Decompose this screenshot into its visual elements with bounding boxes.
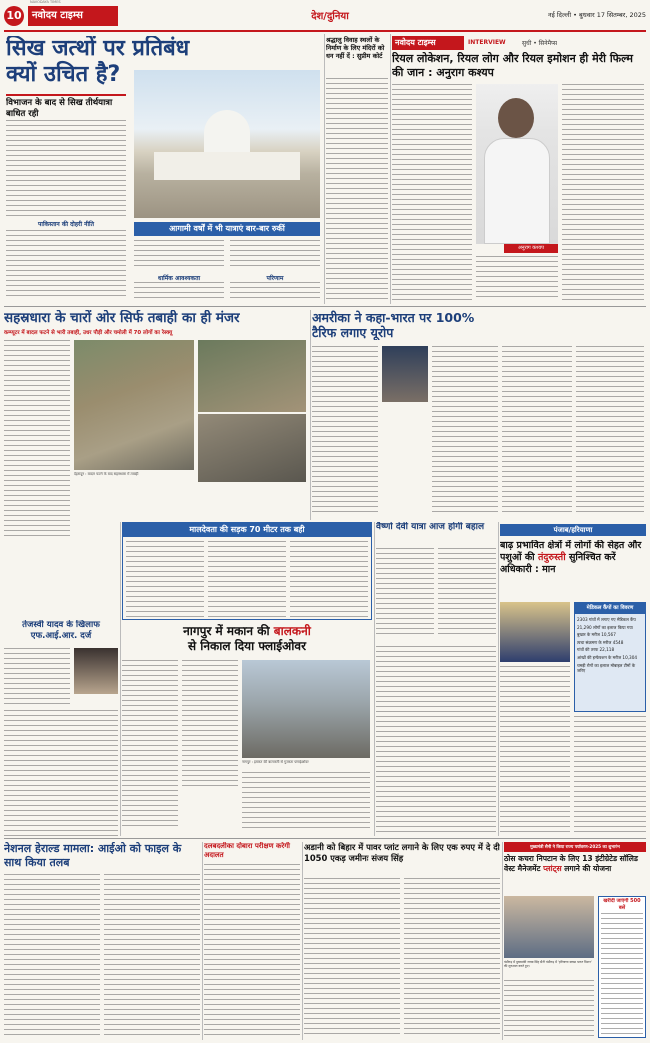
maldeveta-headline: मालदेवता की सड़क 70 मीटर तक बही — [123, 523, 371, 537]
haryana-photo-caption: चंडीगढ़ में मुख्यमंत्री नायब सिंह सैनी चंडीगढ़ में 'हरियाणा स्वच्छ भारत मिशन' की शुरुआत करते हुए। — [504, 960, 592, 968]
tejashwi-photo — [74, 648, 118, 694]
vaishno-body-col1 — [376, 548, 434, 638]
punjab-box-list — [577, 617, 643, 674]
nagpur-body-col1 — [122, 660, 178, 830]
haryana-sidebar-title: खरीदी जाएंगी 500 बसें — [603, 898, 641, 911]
vaishno-headline: वैष्णो देवी यात्रा आज होगी बहाल — [376, 522, 485, 532]
nagpur-body-col2 — [182, 660, 238, 790]
tejashwi-body-a — [4, 648, 70, 708]
interview-body-col2 — [476, 256, 558, 300]
side-top-headline: श्रद्धालु विवाह स्थलों के निर्माण के लिए मंदिरों को धन नहीं दें : सुप्रीम कोर्ट — [326, 36, 385, 60]
punjab-headline-part2: सुनिश्चित करें अधिकारी : मान — [500, 552, 616, 575]
punjab-box-item: आंखों की इन्फेक्शन के मरीज 10,304 — [577, 654, 638, 660]
punjab-box-item: 2303 गांवों में लगाए गए मेडिकल कैंप — [577, 617, 636, 622]
sahastradhara-story — [4, 310, 308, 540]
punjab-box — [574, 602, 646, 712]
interview-story — [392, 34, 646, 304]
vaishno-body-col2 — [438, 548, 496, 638]
sahastradhara-photo3 — [198, 414, 306, 482]
punjab-box-title: मेडिकल कैंपों का विवरण — [575, 603, 645, 614]
america-body-col2 — [432, 346, 498, 516]
interview-headline: रियल लोकेशन, रियल लोग और रियल इमोशन ही मेरी फिल्म की जान : अनुराग कश्यप — [392, 52, 633, 79]
punjab-headline-part1: बाढ़ प्रभावित क्षेत्रों में लोगों की सेहत और पशुओं की — [500, 540, 642, 563]
sahastradhara-body-col1 — [4, 340, 70, 536]
column-rule — [498, 522, 499, 836]
punjab-body-2 — [574, 716, 646, 832]
lead-story — [4, 34, 322, 304]
vaishno-continued — [376, 646, 496, 832]
tejashwi-body-b — [4, 710, 118, 836]
lead-sub-right: परिणाम — [266, 275, 284, 282]
nagpur-headline-highlight: बालकनी — [273, 624, 311, 638]
punjab-photo — [500, 602, 570, 662]
side-top-story — [326, 34, 388, 304]
nagpur-headline-part1: नागपुर में मकान की — [183, 624, 270, 638]
haryana-sidebar — [598, 896, 646, 1038]
sahastradhara-caption: देहरादून : बादल फटने के बाद सहस्रधारा में तबाही — [74, 472, 139, 476]
delhi-court-body — [204, 864, 300, 1038]
maldeveta-body-col2 — [208, 541, 286, 617]
lead-photo — [134, 70, 320, 218]
column-rule — [324, 34, 325, 304]
punjab-box-item: गांवों की तरफ 22,118 — [577, 647, 615, 653]
herald-body-col1 — [4, 874, 100, 1038]
america-headline: अमरीका ने कहा-भारत पर 100% टैरिफ लगाए यूरोप — [312, 310, 475, 340]
punjab-headline-highlight: तंदुरुस्ती — [537, 552, 566, 563]
interview-tag: INTERVIEW — [468, 39, 506, 46]
tejashwi-headline: तेजस्वी यादव के खिलाफ एफ.आई.आर. दर्ज — [22, 620, 100, 641]
haryana-body — [504, 980, 594, 1038]
nagpur-caption: नागपुर : इमारत की बालकनी से गुजरता फ्लाईओवर — [242, 760, 309, 764]
interview-body-col1 — [392, 84, 472, 300]
portrait-body — [484, 138, 550, 244]
vaishno-story — [376, 522, 498, 642]
sahastradhara-photo2 — [198, 340, 306, 412]
sahastradhara-photo — [74, 340, 194, 470]
adani-story — [304, 842, 500, 1040]
gurdwara-building — [154, 152, 300, 180]
interview-caption: अनुराग कश्यप — [504, 244, 558, 253]
interview-brand: नवोदय टाइम्स — [392, 36, 464, 50]
maldeveta-story — [122, 522, 372, 620]
nagpur-photo — [242, 660, 370, 758]
column-rule — [374, 522, 375, 836]
adani-headline: अडानी को बिहार में पावर प्लांट लगाने के लिए एक रुपए में दे दी 1050 एकड़ जमीनः संजय सिंह — [304, 842, 500, 863]
adani-body-col1 — [304, 878, 400, 1038]
lead-sub-mid: धार्मिक आवश्यकता — [157, 275, 201, 282]
column-rule — [390, 34, 391, 304]
column-rule — [502, 842, 503, 1040]
punjab-box-item: त्वचा संक्रमण के मरीज 4548 — [577, 639, 624, 645]
punjab-box-item: चमड़ी रोगों का इलाज मोबाइल टीमों के जरिए — [577, 662, 636, 674]
nagpur-story — [122, 624, 372, 834]
lead-body-col3 — [230, 240, 320, 270]
lead-body-col2 — [134, 240, 224, 270]
maldeveta-body-col3 — [290, 541, 368, 617]
america-story — [312, 310, 646, 520]
nagpur-body-col3 — [242, 772, 370, 830]
interview-photo — [476, 84, 558, 244]
maldeveta-body-col1 — [126, 541, 204, 617]
portrait-head — [498, 98, 534, 138]
lead-kicker: विभाजन के बाद से सिख तीर्थयात्रा बाधित रही — [6, 94, 126, 120]
herald-headline: नेशनल हेराल्ड मामला: आईओ को फाइल के साथ किया तलब — [4, 842, 182, 869]
paper-name: नवोदय टाइम्स — [28, 6, 118, 26]
delhi-court-headline: दलबदलीका दोबारा परीक्षण करेगी अदालत — [204, 842, 290, 859]
delhi-court-story — [204, 842, 300, 1040]
interview-byline: सुधी • सिनेमैप्स — [522, 40, 558, 47]
punjab-headline — [500, 540, 646, 576]
haryana-story — [504, 842, 646, 1040]
herald-body-col2 — [104, 874, 200, 1038]
row3-divider — [4, 838, 646, 839]
section-label: देश/दुनिया — [311, 11, 349, 22]
haryana-headline-highlight: प्लांट्स — [543, 863, 562, 873]
column-rule — [310, 310, 311, 520]
america-body-col3 — [502, 346, 572, 516]
column-rule — [302, 842, 303, 1040]
herald-story — [4, 842, 200, 1040]
tejashwi-story — [4, 620, 118, 840]
nagpur-headline — [122, 624, 372, 654]
lead-body-left-bottom — [6, 230, 126, 296]
page-number-badge: 10 — [4, 6, 24, 26]
punjab-box-item: 21,290 लोगों का इलाज किया गया — [577, 624, 633, 630]
haryana-headline — [504, 854, 646, 873]
lead-body-mid-bottom — [134, 282, 224, 300]
row1-divider — [4, 306, 646, 307]
haryana-sidebar-body — [601, 913, 643, 1035]
lead-banner: आगामी वर्षों में भी यात्राएं बार-बार रुकीं — [134, 222, 320, 236]
column-rule — [120, 522, 121, 836]
punjab-region-label: पंजाब/हरियाणा — [500, 524, 646, 536]
haryana-headline-part2: लगाने की योजना — [564, 863, 612, 873]
haryana-headline-part1: ठोस कचरा निपटान के लिए 13 इंटीग्रेटेड सॉलिड वेस्ट मैनेजमेंट — [504, 854, 638, 873]
haryana-photo — [504, 896, 594, 958]
america-photo — [382, 346, 428, 402]
america-body-col4 — [576, 346, 644, 516]
masthead-rule — [4, 30, 646, 32]
haryana-banner: मुख्यमंत्री सैनी ने किया राज्य पर्यावरण-2025 का शुभारंभ — [504, 842, 646, 852]
lead-headline: सिख जत्थों पर प्रतिबंध क्यों उचित है? — [6, 36, 190, 87]
punjab-box-item: बुखार के मरीज 10,567 — [577, 632, 616, 638]
america-body-col1 — [312, 346, 378, 516]
gurdwara-dome — [204, 110, 250, 156]
paper-name-tiny: NAVODAYA TIMES — [30, 0, 61, 4]
lead-body-right-bottom — [230, 282, 320, 300]
lead-body-col1 — [6, 120, 126, 216]
side-top-body — [326, 78, 388, 300]
sahastradhara-deck: कम्प्यूटर में बादल फटने से भारी तबाही, उधर पौड़ी और चमोली में 70 लोगों का रेस्क्यू — [4, 330, 173, 336]
interview-body-col3 — [562, 84, 644, 300]
dateline: नई दिल्ली • बुधवार 17 सितम्बर, 2025 — [548, 11, 646, 19]
masthead — [0, 0, 650, 32]
adani-body-col2 — [404, 878, 500, 1038]
column-rule — [202, 842, 203, 1040]
nagpur-headline-part2: से निकाल दिया फ्लाईओवर — [188, 639, 306, 653]
sahastradhara-headline: सहस्रधारा के चारों ओर सिर्फ तबाही का ही मंजर — [4, 310, 240, 326]
punjab-body — [500, 666, 570, 832]
lead-sub-left: पाकिस्तान की दोहरी नीति — [38, 221, 94, 228]
